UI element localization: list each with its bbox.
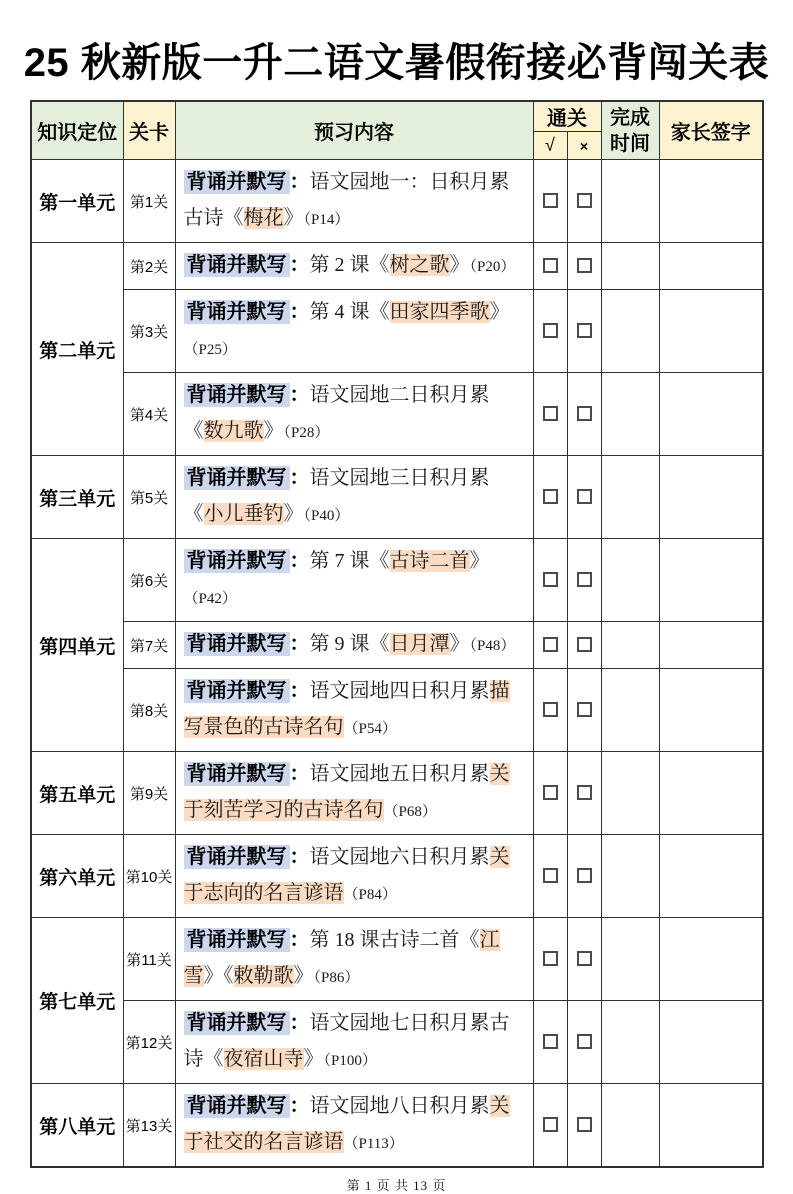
memorize-colon: ：	[289, 171, 310, 193]
level-cell: 第2关	[123, 243, 175, 290]
page-reference: （P40）	[303, 508, 350, 524]
memorize-label: 背诵并默写	[184, 170, 290, 194]
header-pass: 通关	[533, 101, 601, 132]
page-reference: （P113）	[343, 1136, 404, 1152]
content-cell	[175, 1084, 533, 1168]
content-cell	[175, 835, 533, 918]
unit-cell: 第六单元	[31, 835, 123, 918]
table-row	[31, 456, 763, 539]
header-pass-check: √	[533, 132, 567, 160]
content-cell	[175, 456, 533, 539]
memorize-label: 背诵并默写	[184, 762, 290, 786]
content-text: 》	[449, 254, 470, 276]
empty-checkbox-icon	[577, 868, 592, 883]
content-text: 》	[303, 1048, 324, 1070]
memorize-label: 背诵并默写	[184, 383, 290, 407]
content-text: 语文园地五日积月累	[309, 763, 490, 785]
page-reference: （P54）	[343, 721, 397, 737]
level-cell: 第9关	[123, 752, 175, 835]
table-row	[31, 835, 763, 918]
pass-no-cell	[567, 752, 601, 835]
pass-yes-cell	[533, 752, 567, 835]
empty-checkbox-icon	[543, 406, 558, 421]
table-row	[31, 918, 763, 1001]
poem-title-highlight: 古诗二首	[389, 550, 470, 572]
content-text: 第 9 课《	[309, 633, 390, 655]
empty-checkbox-icon	[543, 868, 558, 883]
memorize-label: 背诵并默写	[184, 928, 290, 952]
empty-checkbox-icon	[543, 323, 558, 338]
empty-checkbox-icon	[577, 637, 592, 652]
empty-checkbox-icon	[543, 193, 558, 208]
memorize-colon: ：	[289, 763, 310, 785]
table-row	[31, 1084, 763, 1168]
pass-yes-cell	[533, 160, 567, 243]
pass-no-cell	[567, 160, 601, 243]
level-cell: 第11关	[123, 918, 175, 1001]
content-text: 》	[489, 301, 510, 323]
pass-no-cell	[567, 539, 601, 622]
empty-checkbox-icon	[543, 258, 558, 273]
completion-time-cell	[601, 1001, 659, 1084]
level-cell: 第10关	[123, 835, 175, 918]
memorize-colon: ：	[289, 1095, 310, 1117]
table-row	[31, 622, 763, 669]
page-reference: （P48）	[469, 638, 516, 654]
table-row	[31, 752, 763, 835]
memorize-label: 背诵并默写	[184, 632, 290, 656]
pass-yes-cell	[533, 1084, 567, 1168]
empty-checkbox-icon	[543, 489, 558, 504]
poem-title-highlight: 关于社交的名言谚语	[183, 1095, 510, 1153]
completion-time-cell	[601, 622, 659, 669]
parent-signature-cell	[659, 752, 763, 835]
pass-no-cell	[567, 835, 601, 918]
level-cell: 第5关	[123, 456, 175, 539]
header-content: 预习内容	[175, 101, 533, 160]
pass-yes-cell	[533, 669, 567, 752]
content-cell	[175, 752, 533, 835]
memorize-label: 背诵并默写	[184, 549, 290, 573]
table-row	[31, 290, 763, 373]
empty-checkbox-icon	[543, 785, 558, 800]
empty-checkbox-icon	[543, 1117, 558, 1132]
completion-time-cell	[601, 290, 659, 373]
pass-no-cell	[567, 622, 601, 669]
completion-time-cell	[601, 1084, 659, 1168]
page-reference: （P100）	[323, 1053, 377, 1069]
table-row	[31, 160, 763, 243]
poem-title-highlight: 梅花	[243, 207, 284, 229]
pass-no-cell	[567, 1001, 601, 1084]
content-cell	[175, 669, 533, 752]
page-reference: （P28）	[283, 425, 330, 441]
content-cell	[175, 373, 533, 456]
memorize-colon: ：	[289, 550, 310, 572]
pass-no-cell	[567, 669, 601, 752]
content-text: 语文园地四日积月累	[309, 680, 490, 702]
header-level: 关卡	[123, 101, 175, 160]
level-cell: 第6关	[123, 539, 175, 622]
page-number-footer: 第 1 页 共 13 页	[346, 1178, 447, 1193]
pass-no-cell	[567, 243, 601, 290]
empty-checkbox-icon	[577, 323, 592, 338]
parent-signature-cell	[659, 456, 763, 539]
content-text: 》	[283, 503, 304, 525]
table-row	[31, 373, 763, 456]
content-cell	[175, 243, 533, 290]
parent-signature-cell	[659, 373, 763, 456]
content-text: 》	[283, 207, 304, 229]
level-cell: 第3关	[123, 290, 175, 373]
content-cell	[175, 1001, 533, 1084]
poem-title-highlight: 关于志向的名言谚语	[183, 846, 510, 904]
empty-checkbox-icon	[543, 637, 558, 652]
poem-title-highlight: 描写景色的古诗名句	[183, 680, 510, 738]
content-text: 第 2 课《	[309, 254, 390, 276]
page-title: 25 秋新版一升二语文暑假衔接必背闯关表	[23, 41, 770, 85]
completion-time-cell	[601, 373, 659, 456]
completion-time-cell	[601, 243, 659, 290]
pass-no-cell	[567, 373, 601, 456]
level-cell: 第4关	[123, 373, 175, 456]
pass-yes-cell	[533, 373, 567, 456]
memorize-colon: ：	[289, 301, 310, 323]
unit-cell: 第三单元	[31, 456, 123, 539]
header-knowledge: 知识定位	[31, 101, 123, 160]
unit-cell: 第一单元	[31, 160, 123, 243]
poem-title-highlight: 田家四季歌	[389, 301, 490, 323]
content-text: 第 4 课《	[309, 301, 390, 323]
page-reference: （P84）	[343, 887, 397, 903]
completion-time-cell	[601, 160, 659, 243]
table-row	[31, 1001, 763, 1084]
memorize-label: 背诵并默写	[184, 253, 290, 277]
memorize-colon: ：	[289, 254, 310, 276]
pass-no-cell	[567, 1084, 601, 1168]
parent-signature-cell	[659, 160, 763, 243]
level-cell: 第1关	[123, 160, 175, 243]
page-reference: （P68）	[383, 804, 437, 820]
pass-yes-cell	[533, 539, 567, 622]
empty-checkbox-icon	[577, 489, 592, 504]
memorize-colon: ：	[289, 467, 310, 489]
parent-signature-cell	[659, 290, 763, 373]
page-reference: （P42）	[183, 591, 237, 607]
empty-checkbox-icon	[577, 258, 592, 273]
completion-time-cell	[601, 539, 659, 622]
poem-title-highlight: 夜宿山寺	[223, 1048, 304, 1070]
empty-checkbox-icon	[577, 785, 592, 800]
pass-no-cell	[567, 918, 601, 1001]
pass-yes-cell	[533, 456, 567, 539]
content-cell	[175, 918, 533, 1001]
memorize-colon: ：	[289, 1012, 310, 1034]
page-reference: （P86）	[313, 970, 360, 986]
content-text: 语文园地七日积月累古诗《	[183, 1012, 510, 1070]
poem-title-highlight: 江雪	[183, 929, 500, 987]
memorize-label: 背诵并默写	[184, 300, 290, 324]
memorize-label: 背诵并默写	[184, 845, 290, 869]
parent-signature-cell	[659, 669, 763, 752]
content-text: 》	[263, 420, 284, 442]
memorize-label: 背诵并默写	[184, 679, 290, 703]
pass-yes-cell	[533, 1001, 567, 1084]
level-cell: 第12关	[123, 1001, 175, 1084]
content-text: 》	[469, 550, 490, 572]
header-parent-signature: 家长签字	[659, 101, 763, 160]
empty-checkbox-icon	[577, 1117, 592, 1132]
table-body	[31, 160, 763, 1168]
memorize-colon: ：	[289, 384, 310, 406]
unit-cell: 第二单元	[31, 243, 123, 456]
parent-signature-cell	[659, 1084, 763, 1168]
memorize-label: 背诵并默写	[184, 466, 290, 490]
page-reference: （P20）	[469, 259, 516, 275]
empty-checkbox-icon	[543, 951, 558, 966]
content-text: 》	[449, 633, 470, 655]
empty-checkbox-icon	[543, 572, 558, 587]
memorize-colon: ：	[289, 680, 310, 702]
parent-signature-cell	[659, 622, 763, 669]
unit-cell: 第七单元	[31, 918, 123, 1084]
memorize-label: 背诵并默写	[184, 1011, 290, 1035]
page-reference: （P25）	[183, 342, 237, 358]
empty-checkbox-icon	[543, 1034, 558, 1049]
header-pass-cross: ×	[567, 132, 601, 160]
poem-title-highlight: 敕勒歌	[233, 965, 294, 987]
content-text: 语文园地八日积月累	[309, 1095, 490, 1117]
table-row	[31, 243, 763, 290]
memorize-colon: ：	[289, 633, 310, 655]
content-text: 语文园地一：日积月累古诗《	[183, 171, 510, 229]
content-text: 语文园地二日积月累《	[183, 384, 490, 442]
table-header	[31, 101, 763, 160]
level-cell: 第8关	[123, 669, 175, 752]
empty-checkbox-icon	[543, 702, 558, 717]
pass-no-cell	[567, 456, 601, 539]
parent-signature-cell	[659, 835, 763, 918]
empty-checkbox-icon	[577, 1034, 592, 1049]
challenge-table	[30, 100, 764, 1168]
poem-title-highlight: 树之歌	[389, 254, 450, 276]
pass-yes-cell	[533, 243, 567, 290]
pass-yes-cell	[533, 835, 567, 918]
header-completion-time: 完成时间	[601, 101, 659, 160]
pass-no-cell	[567, 290, 601, 373]
memorize-label: 背诵并默写	[184, 1094, 290, 1118]
completion-time-cell	[601, 456, 659, 539]
pass-yes-cell	[533, 622, 567, 669]
content-cell	[175, 539, 533, 622]
completion-time-cell	[601, 835, 659, 918]
content-text: 》《	[203, 965, 234, 987]
unit-cell: 第八单元	[31, 1084, 123, 1168]
poem-title-highlight: 数九歌	[203, 420, 264, 442]
completion-time-cell	[601, 669, 659, 752]
content-text: 》	[293, 965, 314, 987]
empty-checkbox-icon	[577, 951, 592, 966]
completion-time-cell	[601, 752, 659, 835]
empty-checkbox-icon	[577, 193, 592, 208]
memorize-colon: ：	[289, 846, 310, 868]
unit-cell: 第四单元	[31, 539, 123, 752]
content-cell	[175, 160, 533, 243]
parent-signature-cell	[659, 243, 763, 290]
memorize-colon: ：	[289, 929, 310, 951]
empty-checkbox-icon	[577, 702, 592, 717]
poem-title-highlight: 小儿垂钓	[203, 503, 284, 525]
content-cell	[175, 622, 533, 669]
unit-cell: 第五单元	[31, 752, 123, 835]
poem-title-highlight: 日月潭	[389, 633, 450, 655]
content-text: 第 18 课古诗二首《	[309, 929, 480, 951]
content-text: 语文园地三日积月累《	[183, 467, 490, 525]
poem-title-highlight: 关于刻苦学习的古诗名句	[183, 763, 510, 821]
level-cell: 第7关	[123, 622, 175, 669]
empty-checkbox-icon	[577, 406, 592, 421]
completion-time-cell	[601, 918, 659, 1001]
parent-signature-cell	[659, 918, 763, 1001]
table-row	[31, 669, 763, 752]
content-cell	[175, 290, 533, 373]
content-text: 第 7 课《	[309, 550, 390, 572]
table-row	[31, 539, 763, 622]
pass-yes-cell	[533, 290, 567, 373]
pass-yes-cell	[533, 918, 567, 1001]
empty-checkbox-icon	[577, 572, 592, 587]
level-cell: 第13关	[123, 1084, 175, 1168]
page-reference: （P14）	[303, 212, 350, 228]
parent-signature-cell	[659, 1001, 763, 1084]
parent-signature-cell	[659, 539, 763, 622]
content-text: 语文园地六日积月累	[309, 846, 490, 868]
